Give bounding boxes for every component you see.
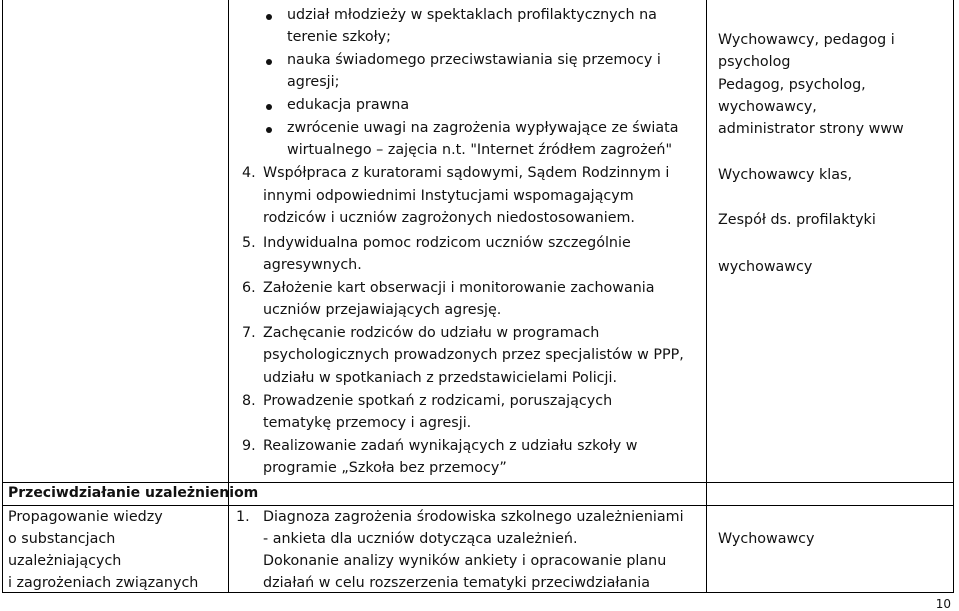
table-divider-2 — [706, 0, 707, 592]
bullet-text-line: edukacja prawna — [287, 97, 410, 113]
item-number: 8. — [242, 393, 256, 409]
table-border-right — [953, 0, 954, 592]
responsible-text: Wychowawcy klas, — [718, 167, 853, 183]
responsible-text: administrator strony www — [718, 121, 904, 137]
item-number: 7. — [242, 325, 256, 341]
item-text-line: Zachęcanie rodziców do udziału w programach — [263, 325, 600, 341]
responsible-text: Pedagog, psycholog, — [718, 77, 866, 93]
bullet-dot — [266, 14, 272, 20]
item-text-line: programie „Szkoła bez przemocy” — [263, 460, 507, 476]
item-text-line: agresywnych. — [263, 257, 362, 273]
bullet-text-line: agresji; — [287, 74, 340, 90]
item-text-line: Diagnoza zagrożenia środowiska szkolnego uzależnieniami — [263, 509, 684, 525]
item-text-line: Realizowanie zadań wynikających z udziału szkoły w — [263, 438, 638, 454]
task-text-line: i zagrożeniach związanych — [8, 575, 199, 591]
item-number: 6. — [242, 280, 256, 296]
bullet-dot — [266, 127, 272, 133]
task-text-line: uzależniających — [8, 553, 122, 569]
task-text-line: Propagowanie wiedzy — [8, 509, 163, 525]
item-text-line: Prowadzenie spotkań z rodzicami, poruszających — [263, 393, 613, 409]
bullet-dot — [266, 59, 272, 65]
item-text-line: Założenie kart obserwacji i monitorowanie zachowania — [263, 280, 655, 296]
item-text-line: - ankieta dla uczniów dotycząca uzależnień. — [263, 531, 578, 547]
responsible-text: wychowawcy — [718, 259, 813, 275]
responsible-text: Wychowawcy — [718, 531, 815, 547]
item-text-line: innymi odpowiednimi Instytucjami wspomagającym — [263, 188, 634, 204]
item-number: 4. — [242, 165, 256, 181]
item-text-line: psychologicznych prowadzonych przez specjalistów w PPP, — [263, 347, 684, 363]
responsible-text: Zespół ds. profilaktyki — [718, 212, 876, 228]
item-text-line: Współpraca z kuratorami sądowymi, Sądem Rodzinnym i — [263, 165, 670, 181]
item-text-line: rodziców i uczniów zagrożonych niedostosowaniem. — [263, 210, 635, 226]
task-text-line: o substancjach — [8, 531, 116, 547]
section-title: Przeciwdziałanie uzależnieniom — [8, 485, 259, 501]
responsible-text: wychowawcy, — [718, 99, 817, 115]
bullet-text-line: zwrócenie uwagi na zagrożenia wypływające ze świata — [287, 120, 679, 136]
item-text-line: udziału w spotkaniach z przedstawicielami Policji. — [263, 370, 618, 386]
table-border-left — [2, 0, 3, 592]
item-number: 5. — [242, 235, 256, 251]
item-text-line: Dokonanie analizy wyników ankiety i opracowanie planu — [263, 553, 667, 569]
item-number: 1. — [236, 509, 250, 525]
item-text-line: działań w celu rozszerzenia tematyki przeciwdziałania — [263, 575, 650, 591]
item-number: 9. — [242, 438, 256, 454]
responsible-text: psycholog — [718, 54, 791, 70]
page-number: 10 — [935, 597, 951, 611]
item-text-line: Indywidualna pomoc rodzicom uczniów szczególnie — [263, 235, 631, 251]
bullet-text-line: wirtualnego – zajęcia n.t. "Internet źródłem zagrożeń" — [287, 142, 673, 158]
responsible-text: Wychowawcy, pedagog i — [718, 32, 895, 48]
bullet-text-line: terenie szkoły; — [287, 29, 391, 45]
item-text-line: uczniów przejawiających agresję. — [263, 302, 502, 318]
item-text-line: tematykę przemocy i agresji. — [263, 415, 472, 431]
bullet-text-line: nauka świadomego przeciwstawiania się przemocy i — [287, 52, 661, 68]
bullet-text-line: udział młodzieży w spektaklach profilaktycznych na — [287, 7, 657, 23]
bullet-dot — [266, 104, 272, 110]
